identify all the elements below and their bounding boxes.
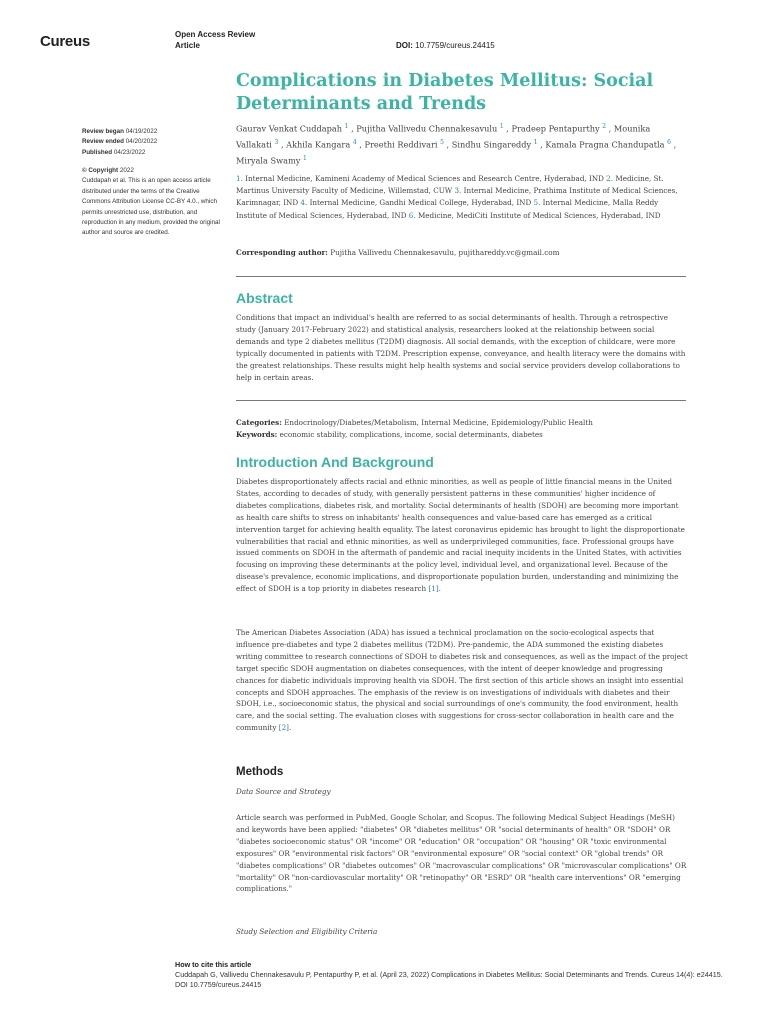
affiliation-list (236, 173, 688, 222)
methods-heading: Methods (236, 766, 284, 778)
review-ended (82, 137, 222, 147)
article-type: Article (175, 41, 200, 50)
affiliation-number: 3. (454, 186, 464, 196)
cite-text: Cuddapah G, Vallivedu Chennakesavulu P, Pentapurthy P, et al. (April 23, 2022) Complications in Diabetes Mellitus: Social Determinants and Trends. Cureus 14(4): e24415. DOI 10.7759/cureus.24415 (175, 970, 723, 989)
copyright-block (82, 166, 222, 239)
intro-p1-text: Diabetes disproportionately affects racial and ethnic minorities, as well as people of little financial means in the United States, according to decades of study, with generally persistent patterns in these communities' higher incidence of diabetes complications, diabetes risk, and mortality. Social determinants of health (SDOH) are becoming more important as health care shifts to stress on inhabitants' health consequences and value-based care has emerged as a critical intervention target for achieving health equality. The latest coronavirus epidemic has brought to light the disproportionate vulnerabilities that racial and ethnic minorities, as well as underprivileged communities, face. Professional groups have issued comments on SDOH in the aftermath of pandemic and racial inequity incidents in the United States, with activities focusing on improving these determinants at the policy level, individual level, and organizational level. Because of the disease's prevalence, economic implications, and disproportionate population burden, understanding and minimizing the effect of SDOH is a top priority in diabetes research (236, 477, 685, 594)
divider (236, 400, 686, 401)
author-affiliation-ref[interactable]: 1 (499, 123, 504, 130)
affiliation-text: Medicine, St. Martinus University Faculty of Medicine, Willemstad, CUW (236, 174, 664, 196)
affiliation-text: Internal Medicine, Prathima Institute of Medical Sciences, Karimnagar, IND (236, 186, 678, 208)
author-affiliation-ref[interactable]: 3 (274, 139, 279, 147)
abstract-text: Conditions that impact an individual's health are referred to as social determinants of health. Through a retrospective study (January 2017-February 2022) and statistical analysis, researchers looked at the relationship between social demands and type 2 diabetes mellitus (T2DM) diagnosis. All social demands, with the exception of childcare, were more typically documented in patients with T2DM. Prescription expense, conveyance, and health literacy were the domains with the greatest relationships. These results might help health systems and social service providers develop collaborations to help in certain areas. (236, 313, 686, 382)
review-ended-date: 04/20/2022 (125, 138, 158, 146)
intro-paragraph-2: The American Diabetes Association (ADA) has issued a technical proclamation on the socio-ecological aspects that influence pre-diabetes and type 2 diabetes mellitus (T2DM). Pre-pandemic, the ADA summoned the existing diabetes writing committee to research connections of SDOH to diabetes risk and consequences, as well as the impact of the project target specific SDOH augmentation on diabetes consequences, with the intent of deeper knowledge and progressing chances for diabetic individuals improving health via SDOH. The first section of this article shows an insight into essential concepts and SDOH approaches. The emphasis of the review is on investigations of individuals with diabetes and their SDOH, i.e., socioeconomic status, the physical and social surroundings of one's community, the food environment, health care, and the social setting. The evaluation closes with suggestions for cross-sector collaboration in health care and the community [2]. (236, 628, 688, 733)
cureus-logo: Cureus (40, 33, 90, 50)
categories (236, 417, 688, 429)
author-name: Pujitha Vallivedu Chennakesavulu (356, 123, 500, 134)
author-affiliation-ref[interactable]: 6 (667, 139, 671, 147)
author-name: Pradeep Pentapurthy (511, 123, 603, 134)
author-name: Sindhu Singareddy (451, 139, 534, 150)
author-name: Kamala Pragna Chandupatla (545, 139, 668, 150)
author-name: Miryala Swamy (236, 156, 304, 167)
cite-heading: How to cite this article (175, 960, 252, 969)
author-affiliation-ref[interactable]: 1 (303, 155, 307, 163)
affiliation-number: 2. (606, 174, 616, 183)
methods-subheading-1: Data Source and Strategy (236, 787, 331, 796)
affiliation-number: 5. (533, 198, 543, 208)
keywords (236, 429, 688, 441)
categories-block (236, 417, 688, 440)
review-dates (82, 127, 222, 158)
review-began (82, 127, 222, 137)
affiliation-text: Medicine, MediCiti Institute of Medical Sciences, Hyderabad, IND (417, 210, 661, 220)
author-name: Mounika Vallakati (236, 123, 651, 150)
review-ended-label: Review ended (82, 138, 124, 146)
divider (236, 276, 686, 277)
categories-label: Categories: (236, 418, 282, 427)
author-affiliation-ref[interactable]: 4 (352, 139, 357, 147)
license-text: Cuddapah et al. This is an open access article distributed under the terms of the Creative Commons Attribution License CC-BY 4.0., which permits unrestricted use, distribution, and reproduction in any medium, provided the original author and source are credited. (82, 177, 220, 237)
affiliation-number: 1. (236, 174, 246, 183)
review-began-date: 04/19/2022 (125, 128, 158, 135)
intro-paragraph-1: Diabetes disproportionately affects racial and ethnic minorities, as well as people of little financial means in the United States, according to decades of study, with generally persistent patterns in these communities' higher incidence of diabetes complications, diabetes risk, and mortality. Social determinants of health (SDOH) are becoming more important as health care shifts to stress on inhabitants' health consequences and value-based care has emerged as a critical intervention target for achieving health equality. The latest coronavirus epidemic has brought to light the disproportionate vulnerabilities that racial and ethnic minorities, as well as underprivileged communities, face. Professional groups have issued comments on SDOH in the aftermath of pandemic and racial inequity incidents in the United States, with activities focusing on improving these determinants at the policy level, individual level, and organizational level. Because of the disease's prevalence, economic implications, and disproportionate population burden, understanding and minimizing the effect of SDOH is a top priority in diabetes research [1]. (236, 477, 685, 594)
copyright-year: 2022 (119, 167, 134, 174)
doi (396, 41, 495, 50)
author-name: Akhila Kangara (286, 139, 353, 150)
methods-paragraph-1: Article search was performed in PubMed, Google Scholar, and Scopus. The following Medical Subject Headings (MeSH) and keywords have been applied: "diabetes" OR "diabetes mellitus" OR "social determinants of health" OR "SDOH" OR "diabetes socioeconomic status" OR "income" OR "education" OR "occupation" OR "housing" OR "toxic environmental exposures" OR "environmental risk factors" OR "environmental exposure" OR "social context" OR "global trends" OR "diabetes complications" OR "diabetes outcomes" OR "macrovascular complications" OR "microvascular complications" OR "mortality" OR "non-cardiovascular mortality" OR "retinopathy" OR "ESRD" OR "health care interventions" OR "emerging complications." (236, 813, 687, 894)
review-began-label: Review began (82, 128, 124, 135)
abstract-heading: Abstract (236, 290, 293, 306)
author-affiliation-ref[interactable]: 1 (533, 139, 538, 147)
copyright (82, 166, 222, 176)
keywords-text: economic stability, complications, income, social determinants, diabetes (279, 429, 543, 439)
author-name: Preethi Reddivari (364, 139, 441, 150)
corresponding-author (236, 248, 688, 257)
review-type: Open Access Review (175, 30, 256, 39)
keywords-label: Keywords: (236, 429, 278, 439)
intro-p2-text: The American Diabetes Association (ADA) has issued a technical proclamation on the socio-ecological aspects that influence pre-diabetes and type 2 diabetes mellitus (T2DM). Pre-pandemic, the ADA summoned the existing diabetes writing committee to research connections of SDOH to diabetes risk and consequences, as well as the impact of the project target specific SDOH augmentation on diabetes consequences, with the intent of deeper knowledge and progressing chances for diabetic individuals improving health via SDOH. The first section of this article shows an insight into essential concepts and SDOH approaches. The emphasis of the review is on investigations of individuals with diabetes and their SDOH, i.e., socioeconomic status, the physical and social surroundings of one's community, the food environment, health care, and the social setting. The evaluation closes with suggestions for cross-sector collaboration in health care and the community (236, 628, 688, 733)
article-type-label (175, 29, 255, 51)
affiliation-text: Internal Medicine, Malla Reddy Institute of Medical Sciences, Hyderabad, IND (236, 198, 659, 220)
doi-label: DOI: (396, 41, 413, 50)
published (82, 148, 222, 158)
article-title: Complications in Diabetes Mellitus: Social Determinants and Trends (236, 71, 654, 114)
corresponding-text: Pujitha Vallivedu Chennakesavulu, pujithareddy.vc@gmail.com (330, 248, 560, 257)
intro-heading: Introduction And Background (236, 454, 434, 470)
citation-link[interactable]: [1] (428, 584, 439, 594)
citation-link[interactable]: [2] (278, 723, 289, 733)
affiliation-number: 4. (300, 198, 310, 208)
affiliation-number: 6. (408, 210, 418, 220)
author-affiliation-ref[interactable]: 5 (440, 139, 444, 147)
methods-subheading-2: Study Selection and Eligibility Criteria (236, 927, 378, 936)
published-label: Published (82, 148, 113, 156)
categories-text: Endocrinology/Diabetes/Metabolism, Internal Medicine, Epidemiology/Public Health (284, 418, 593, 427)
affiliation-text: Internal Medicine, Gandhi Medical College, Hyderabad, IND (309, 198, 534, 208)
affiliation-text: Internal Medicine, Kamineni Academy of Medical Sciences and Research Centre, Hyderabad, IND (245, 174, 607, 183)
author-affiliation-ref[interactable]: 2 (602, 123, 607, 130)
published-date: 04/23/2022 (113, 148, 146, 156)
copyright-label: © Copyright (82, 167, 119, 174)
corresponding-label: Corresponding author: (236, 248, 328, 257)
author-name: Gaurav Venkat Cuddapah (236, 123, 345, 134)
doi-value: 10.7759/cureus.24415 (415, 41, 495, 50)
author-list: Gaurav Venkat Cuddapah $^1$ , Pujitha Vallivedu Chennakesavulu $^1$ , Pradeep Pentapurthy $^2$ , Mounika Vallakati $^3$ , Akhila Kangara $^4$ , Preethi Reddivari $^5$ , Sindhu Singareddy $^1$ , Kamala Pragna Chandupatla $^6$ , Miryala Swamy $^1$ (236, 123, 677, 167)
author-affiliation-ref[interactable]: 1 (344, 123, 349, 130)
